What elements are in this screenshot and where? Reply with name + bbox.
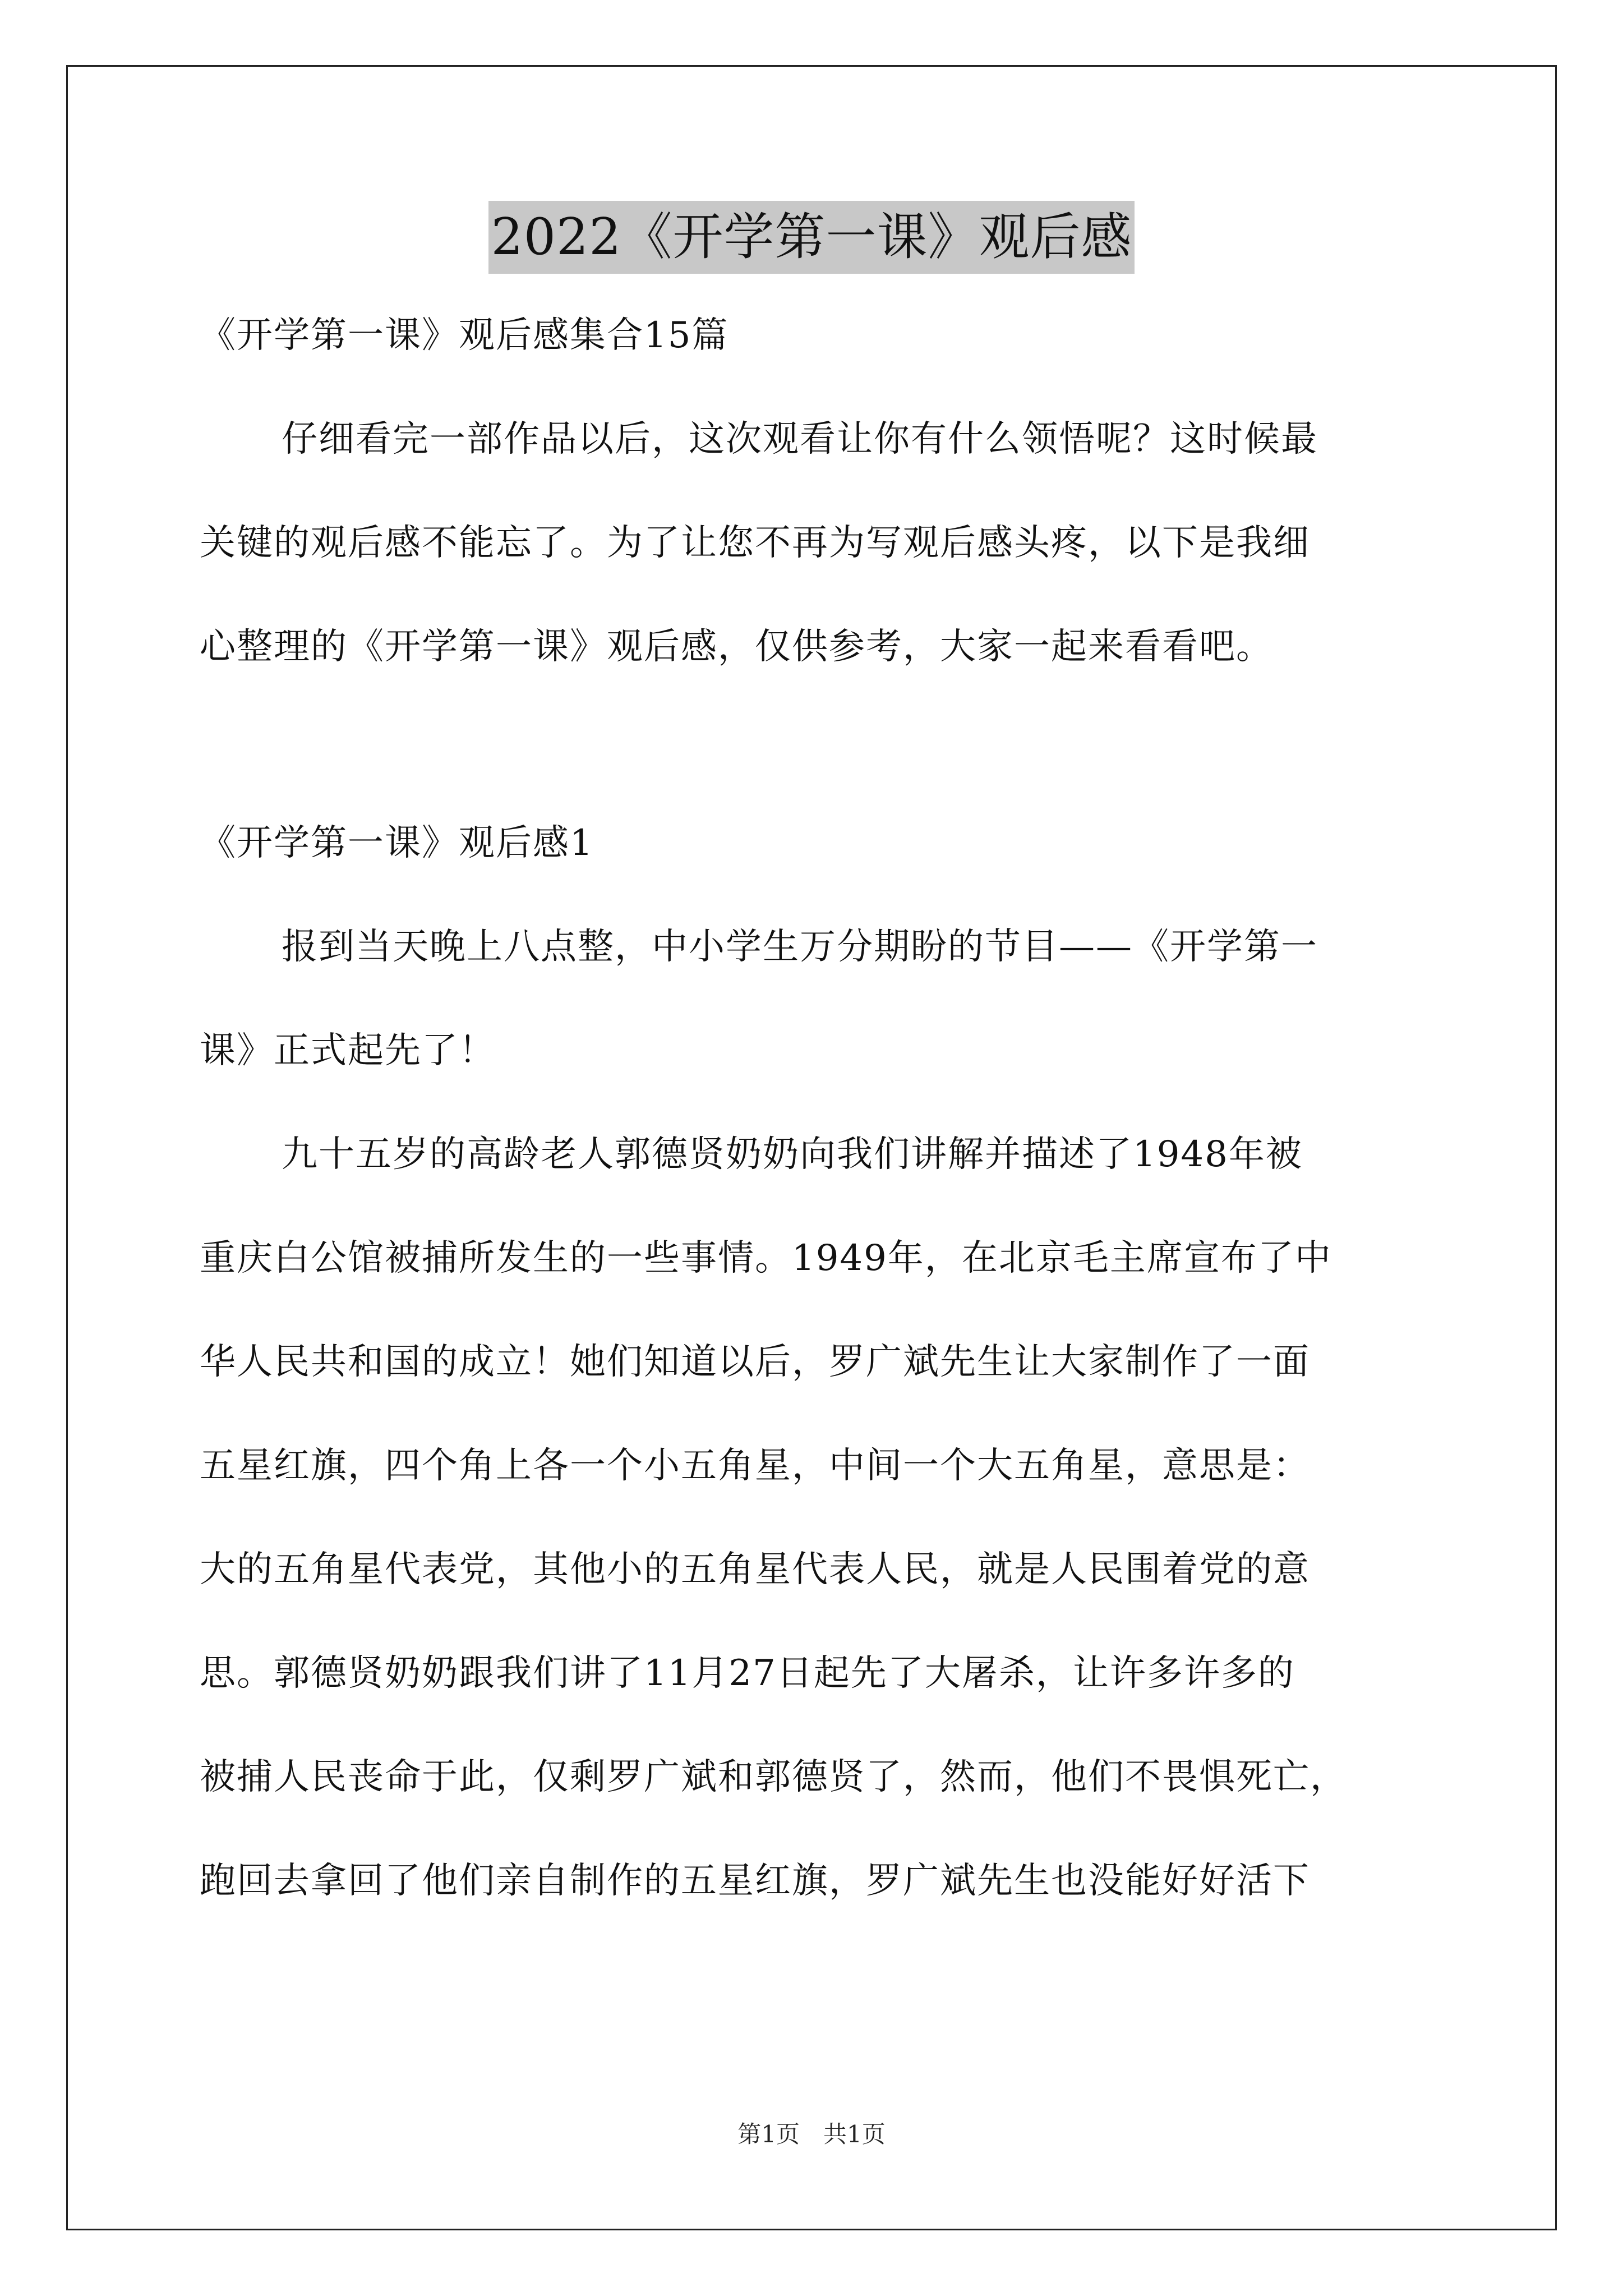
intro-line: 关键的观后感不能忘了。为了让您不再为写观后感头疼，以下是我细 <box>200 522 1310 564</box>
paragraph-line: 九十五岁的高龄老人郭德贤奶奶向我们讲解并描述了1948年被 <box>282 1134 1303 1175</box>
document-body <box>200 307 1433 1957</box>
intro-line: 仔细看完一部作品以后，这次观看让你有什么领悟呢？这时候最 <box>282 418 1318 460</box>
paragraph-line: 报到当天晚上八点整，中小学生万分期盼的节目——《开学第一 <box>282 926 1318 968</box>
paragraph-line: 华人民共和国的成立！她们知道以后，罗广斌先生让大家制作了一面 <box>200 1341 1310 1383</box>
paragraph-line: 大的五角星代表党，其他小的五角星代表人民，就是人民围着党的意 <box>200 1549 1310 1590</box>
title-container <box>0 201 1623 274</box>
section-gap <box>200 723 1433 815</box>
paragraph-line: 重庆白公馆被捕所发生的一些事情。1949年，在北京毛主席宣布了中 <box>200 1237 1332 1279</box>
paragraph-line: 思。郭德贤奶奶跟我们讲了11月27日起先了大屠杀，让许多许多的 <box>200 1653 1295 1694</box>
paragraph-line: 被捕人民丧命于此，仅剩罗广斌和郭德贤了，然而，他们不畏惧死亡， <box>200 1756 1347 1798</box>
intro-line: 心整理的《开学第一课》观后感，仅供参考，大家一起来看看吧。 <box>200 626 1273 668</box>
paragraph-line: 课》正式起先了！ <box>200 1030 496 1071</box>
subtitle: 《开学第一课》观后感集合15篇 <box>200 315 729 356</box>
document-title: 2022《开学第一课》观后感 <box>488 201 1134 274</box>
paragraph-line: 跑回去拿回了他们亲自制作的五星红旗，罗广斌先生也没能好好活下 <box>200 1860 1310 1902</box>
paragraph-line: 五星红旗，四个角上各一个小五角星，中间一个大五角星，意思是： <box>200 1445 1310 1487</box>
page-footer: 第1页 共1页 <box>737 2120 886 2148</box>
section-heading: 《开学第一课》观后感1 <box>200 822 594 864</box>
